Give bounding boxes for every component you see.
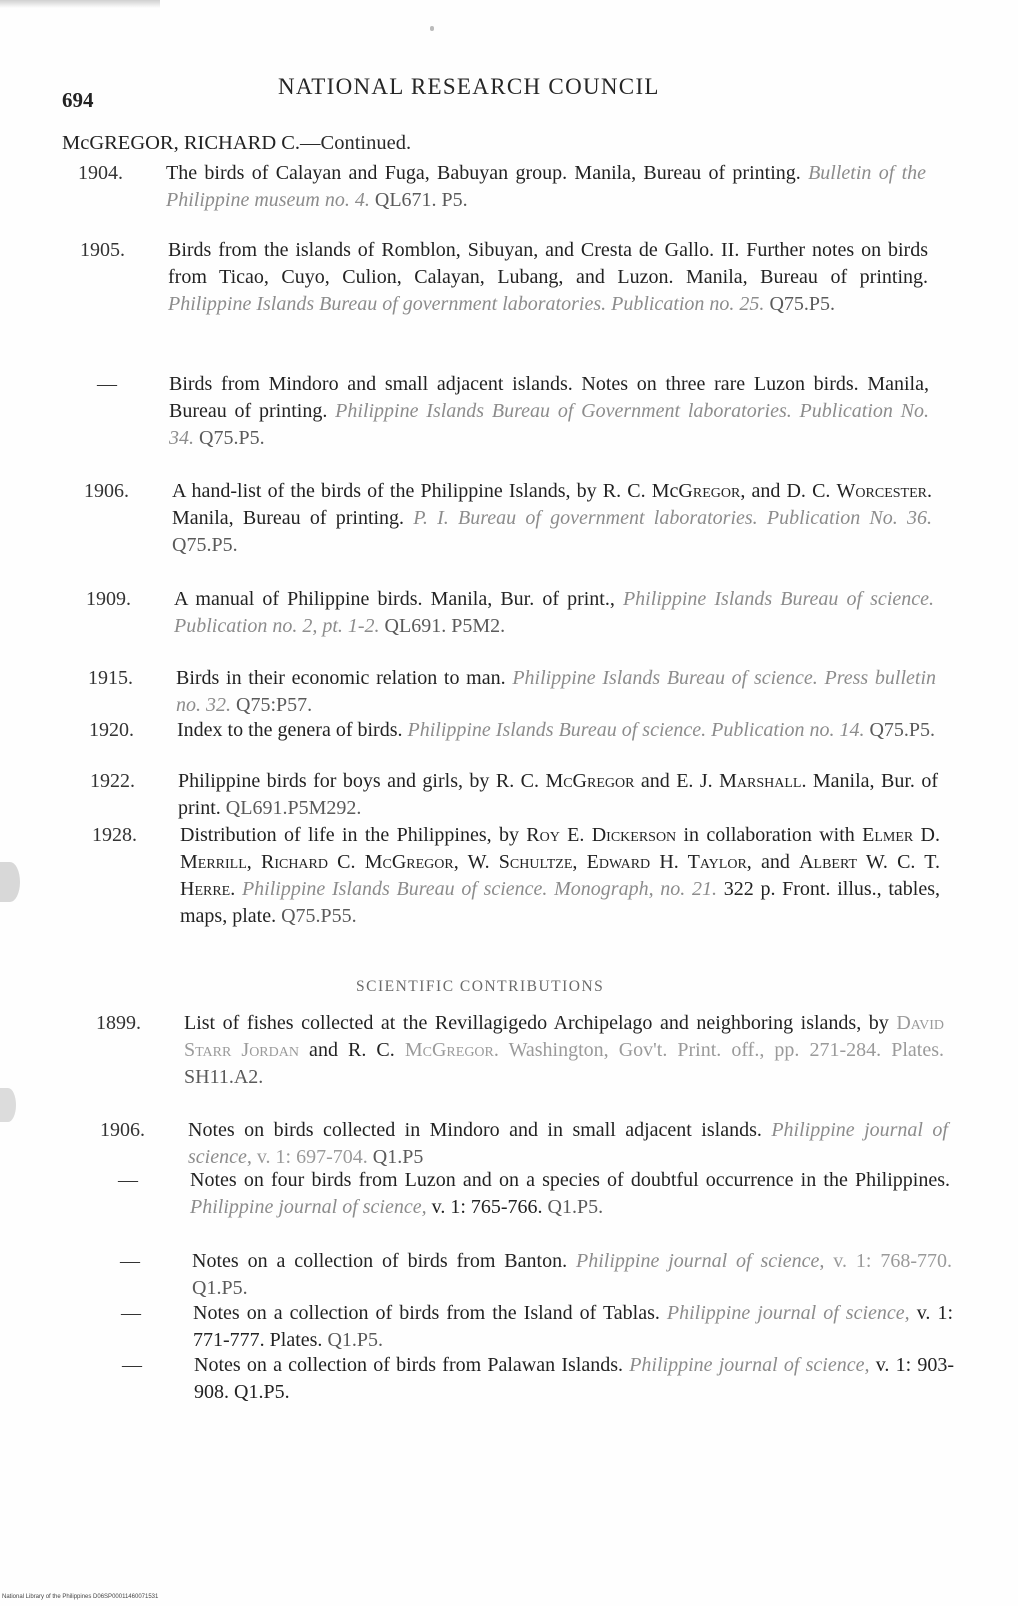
- entry-call-number: Q1.P5.: [234, 1381, 290, 1403]
- entry-call-number: Q1.P5.: [547, 1196, 604, 1218]
- entry-call-number: QL671. P5.: [374, 189, 468, 211]
- entry-title: Birds from the islands of Romblon, Sibuyan, and Cresta de Gallo. II. Further notes on birds from Ticao, Cuyo, Culion, Calayan, Lubang, and Luzon. Manila, Bureau of printing.: [168, 239, 928, 288]
- entry-title: List of fishes collected at the Revillagigedo Archipelago and neighboring islands, by: [184, 1012, 897, 1034]
- author-continued: —Continued.: [300, 132, 412, 154]
- entry-title: Notes on four birds from Luzon and on a species of doubtful occurrence in the Philippines.: [190, 1169, 950, 1191]
- entry-title-part: .: [230, 878, 236, 900]
- entry-year: 1905.: [80, 239, 125, 261]
- entry-title-part: and R. C.: [298, 1039, 405, 1061]
- entry-year: 1906.: [100, 1119, 145, 1141]
- entry-series: Philippine Islands Bureau of science. Monograph, no. 21.: [241, 878, 718, 900]
- entry-series: Philippine Islands Bureau of science. Publication no. 14.: [407, 719, 865, 741]
- entry-call-number: SH11.A2.: [184, 1066, 264, 1088]
- entry-series: Philippine Islands Bureau of government laboratories. Publication no. 25.: [168, 293, 765, 315]
- scan-edge-shadow: [0, 0, 160, 8]
- entry-title: A manual of Philippine birds. Manila, Bur. of print.,: [174, 588, 615, 610]
- entry-year: 1920.: [89, 719, 134, 741]
- entry-call-number: QL691. P5M2.: [384, 615, 506, 637]
- entry-call-number: Q75.P5.: [769, 293, 836, 315]
- entry-title-part: , and D. C.: [740, 480, 837, 502]
- entry-year: —: [122, 1354, 142, 1376]
- entry-title: A hand-list of the birds of the Philippine Islands, by R. C. Mc: [172, 480, 679, 502]
- author-heading: [62, 132, 411, 155]
- entry-title: Birds in their economic relation to man.: [176, 667, 506, 689]
- contribution-entry: [120, 1248, 953, 1302]
- bibliography-entry: [88, 665, 937, 719]
- contribution-entry: [122, 1352, 955, 1406]
- running-header: NATIONAL RESEARCH COUNCIL: [278, 74, 660, 99]
- entry-author: Elmer D. Merrill, Richard C. McGregor, W. Schultze, Edward H. Taylor,: [180, 824, 941, 873]
- entry-title: Notes on birds collected in Mindoro and in small adjacent islands.: [188, 1119, 762, 1141]
- entry-year: 1928.: [92, 824, 137, 846]
- entry-volume: v. 1: 765-766.: [431, 1196, 543, 1218]
- bibliography-entry: [97, 371, 930, 452]
- bibliography-entry: [80, 237, 928, 318]
- entry-year: 1899.: [96, 1012, 141, 1034]
- entry-author: Roy E. Dickerson: [526, 824, 677, 846]
- entry-series: Philippine Islands Bureau of Government laboratories. Publication No. 34.: [169, 400, 930, 449]
- entry-volume: v. 1: 768-770.: [833, 1250, 953, 1272]
- scan-thumb-mark: [0, 862, 20, 902]
- entry-series: Bulletin of the Philippine museum no. 4.: [166, 162, 926, 211]
- entry-title: Birds from Mindoro and small adjacent islands. Notes on three rare Luzon birds. Manila, Bureau of printing.: [169, 373, 929, 422]
- entry-title: The birds of Calayan and Fuga, Babuyan group. Manila, Bureau of printing.: [166, 162, 801, 184]
- entry-call-number: Q75.P5.: [199, 427, 265, 449]
- entry-call-number: Q1.P5.: [327, 1329, 384, 1351]
- entry-year: 1909.: [86, 588, 131, 610]
- entry-year: —: [120, 1250, 140, 1272]
- entry-series: Philippine Islands Bureau of science. Press bulletin no. 32.: [176, 667, 937, 716]
- entry-call-number: Q75:P57.: [236, 694, 313, 716]
- entry-title: Notes on a collection of birds from Palawan Islands.: [194, 1354, 623, 1376]
- scan-footer: National Library of the Philippines D06SP00011460071531: [2, 1594, 159, 1600]
- entry-year: —: [97, 373, 117, 395]
- entry-year: 1904.: [78, 162, 123, 184]
- entry-volume: v. 1: 903-908.: [194, 1354, 955, 1403]
- entry-series: Philippine journal of science,: [666, 1302, 910, 1324]
- contribution-entry: [121, 1300, 954, 1354]
- entry-author: Marshall: [719, 770, 802, 792]
- entry-year: 1915.: [88, 667, 133, 689]
- bibliography-entry: [86, 586, 935, 640]
- entry-title-part: and: [751, 851, 800, 873]
- entry-author: David Starr Jordan: [184, 1012, 944, 1061]
- entry-title-part: in collaboration with: [676, 824, 863, 846]
- entry-title-part: . Manila, Bur. of print.: [178, 770, 938, 819]
- bibliography-entry: [92, 822, 941, 930]
- entry-series: P. I. Bureau of government laboratories. Publication No. 36.: [413, 507, 932, 529]
- bibliography-entry: [90, 768, 938, 822]
- entry-title: Distribution of life in the Philippines, by: [180, 824, 527, 846]
- entry-call-number: Q1.P5.: [192, 1277, 248, 1299]
- entry-series: Philippine journal of science,: [629, 1354, 870, 1376]
- entry-series: Philippine Islands Bureau of science. Publication no. 2, pt. 1-2.: [174, 588, 935, 637]
- bibliography-entry: [89, 717, 937, 744]
- entry-title: Index to the genera of birds.: [177, 719, 403, 741]
- entry-volume: v. 1: 771-777. Plates.: [193, 1302, 954, 1351]
- entry-call-number: Q75.P5.: [172, 534, 238, 556]
- entry-call-number: QL691.P5M292.: [225, 797, 362, 819]
- author-name: McGREGOR, RICHARD C.: [62, 132, 301, 154]
- entry-title-part: . Washington, Gov't. Print. off., pp. 271-284. Plates.: [493, 1039, 944, 1061]
- bibliography-entry: [84, 478, 932, 559]
- entry-volume: v. 1: 697-704.: [256, 1146, 368, 1168]
- entry-title: Notes on a collection of birds from the Island of Tablas.: [193, 1302, 660, 1324]
- entry-year: 1906.: [84, 480, 129, 502]
- entry-title-part: . Manila, Bureau of printing.: [172, 480, 932, 529]
- entry-author: Albert W. C. T. Herre: [180, 851, 940, 900]
- entry-year: —: [118, 1169, 138, 1191]
- entry-author: McGregor: [545, 770, 635, 792]
- entry-author: Worcester: [836, 480, 927, 502]
- entry-year: —: [121, 1302, 141, 1324]
- bibliography-entry: [78, 160, 926, 214]
- entry-title: Philippine birds for boys and girls, by R. C.: [178, 770, 546, 792]
- entry-year: 1922.: [90, 770, 135, 792]
- entry-description: 322 p. Front. illus., tables, maps, plate.: [180, 878, 941, 927]
- entry-author: McGregor: [404, 1039, 494, 1061]
- entry-title: Notes on a collection of birds from Banton.: [192, 1250, 568, 1272]
- entry-call-number: Q75.P5.: [869, 719, 936, 741]
- contribution-entry: [118, 1167, 950, 1221]
- entry-call-number: Q75.P55.: [281, 905, 357, 927]
- contribution-entry: [100, 1117, 948, 1171]
- contribution-entry: [96, 1010, 944, 1091]
- entry-call-number: Q1.P5: [372, 1146, 424, 1168]
- page-number: 694: [62, 88, 94, 112]
- section-heading: SCIENTIFIC CONTRIBUTIONS: [356, 978, 605, 995]
- scan-speck: [430, 26, 434, 31]
- entry-series: Philippine journal of science,: [188, 1119, 948, 1168]
- entry-series: Philippine journal of science,: [190, 1196, 427, 1218]
- entry-series: Philippine journal of science,: [576, 1250, 825, 1272]
- entry-author: Gregor: [678, 480, 741, 502]
- entry-title-part: and E. J.: [634, 770, 720, 792]
- scan-thumb-mark: [0, 1088, 16, 1122]
